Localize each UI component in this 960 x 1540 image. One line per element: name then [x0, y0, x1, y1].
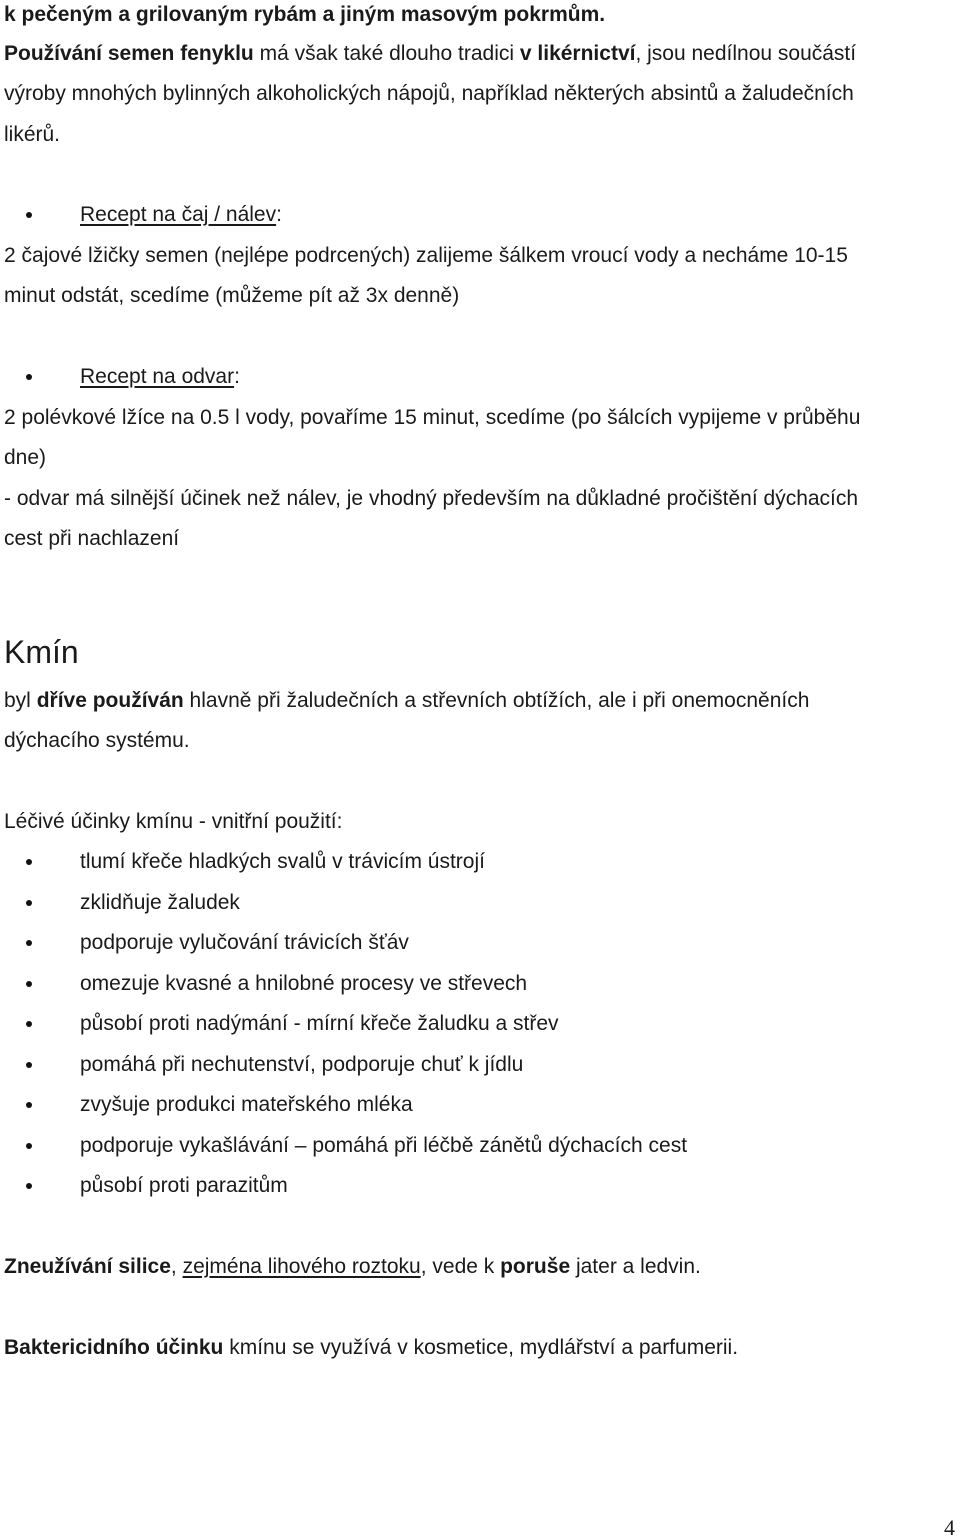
effect-item: působí proti nadýmání - mírní křeče žaludku a střev — [80, 1012, 559, 1035]
section-heading-kmin: Kmín — [4, 634, 79, 670]
kmin-paragraph-line-1 — [4, 688, 809, 714]
intro-line-4: likérů. — [4, 123, 61, 146]
effects-heading: Léčivé účinky kmínu - vnitřní použití: — [4, 810, 343, 833]
abuse-text-b: , vede k — [420, 1255, 501, 1278]
effect-item: pomáhá při nechutenství, podporuje chuť k jídlu — [80, 1053, 524, 1076]
bullet-icon — [26, 1183, 32, 1189]
kmin-paragraph-text-b: hlavně při žaludečních a střevních obtížích, ale i při onemocněních — [183, 689, 810, 712]
bullet-icon — [26, 859, 32, 865]
intro-line-1-text: k pečeným a grilovaným rybám a jiným masovým pokrmům. — [4, 3, 606, 26]
kmin-paragraph-line-2: dýchacího systému. — [4, 729, 190, 752]
bullet-icon — [26, 1102, 32, 1108]
intro-line-2-text-a: má však také dlouho tradici — [253, 42, 520, 65]
decoction-line-3: - odvar má silnější účinek než nálev, je vhodný především na důkladné pročištění dýchacích — [4, 487, 859, 510]
intro-line-1 — [4, 2, 605, 28]
intro-line-2 — [4, 41, 856, 67]
effect-item: tlumí křeče hladkých svalů v trávicím ústrojí — [80, 850, 485, 873]
abuse-warning — [4, 1254, 701, 1280]
tea-recipe-heading — [80, 202, 282, 228]
bullet-icon — [26, 1143, 32, 1149]
bullet-icon — [26, 374, 32, 380]
decoction-recipe-colon: : — [234, 365, 240, 388]
bullet-icon — [26, 1021, 32, 1027]
tea-recipe-line-1: 2 čajové lžičky semen (nejlépe podrcených) zalijeme šálkem vroucí vody a necháme 10-15 — [4, 244, 848, 267]
tea-recipe-heading-text: Recept na čaj / nálev — [80, 203, 277, 226]
damage-bold: poruše — [500, 1255, 571, 1278]
abuse-text-c: jater a ledvin. — [570, 1255, 701, 1278]
page-number: 4 — [944, 1515, 955, 1540]
bactericidal-note — [4, 1335, 738, 1361]
bactericidal-effect-bold: Baktericidního účinku — [4, 1336, 224, 1359]
effect-item: omezuje kvasné a hnilobné procesy ve střevech — [80, 972, 528, 995]
bullet-icon — [26, 981, 32, 987]
bullet-icon — [26, 940, 32, 946]
kmin-paragraph-text-a: byl — [4, 689, 37, 712]
effect-item: podporuje vykašlávání – pomáhá při léčbě zánětů dýchacích cest — [80, 1134, 688, 1157]
decoction-recipe-heading — [80, 364, 240, 390]
intro-line-3: výroby mnohých bylinných alkoholických nápojů, například některých absintů a žaludečních — [4, 82, 854, 105]
bactericidal-text: kmínu se využívá v kosmetice, mydlářství a parfumerii. — [223, 1336, 739, 1359]
bullet-icon — [26, 212, 32, 218]
formerly-used-bold: dříve používán — [36, 689, 184, 712]
bullet-icon — [26, 900, 32, 906]
abuse-text-a: , — [170, 1255, 183, 1278]
bullet-icon — [26, 1062, 32, 1068]
alcohol-solution-underlined: zejména lihového roztoku — [182, 1255, 421, 1278]
decoction-line-2: dne) — [4, 446, 47, 469]
effect-item: podporuje vylučování trávicích šťáv — [80, 931, 409, 954]
tea-recipe-line-2: minut odstát, scedíme (můžeme pít až 3x denně) — [4, 284, 460, 307]
effect-item: zvyšuje produkci mateřského mléka — [80, 1093, 413, 1116]
fennel-seeds-use-bold: Používání semen fenyklu — [4, 42, 254, 65]
decoction-line-4: cest při nachlazení — [4, 527, 180, 550]
tea-recipe-colon: : — [276, 203, 282, 226]
decoction-line-1: 2 polévkové lžíce na 0.5 l vody, povaříme 15 minut, scedíme (po šálcích vypijeme v průběhu — [4, 406, 861, 429]
effect-item: zklidňuje žaludek — [80, 891, 240, 914]
liqueur-making-bold: v likérnictví — [519, 42, 636, 65]
intro-line-2-text-b: , jsou nedílnou součástí — [635, 42, 857, 65]
effect-item: působí proti parazitům — [80, 1174, 288, 1197]
oil-abuse-bold: Zneužívání silice — [4, 1255, 171, 1278]
decoction-recipe-heading-text: Recept na odvar — [80, 365, 235, 388]
